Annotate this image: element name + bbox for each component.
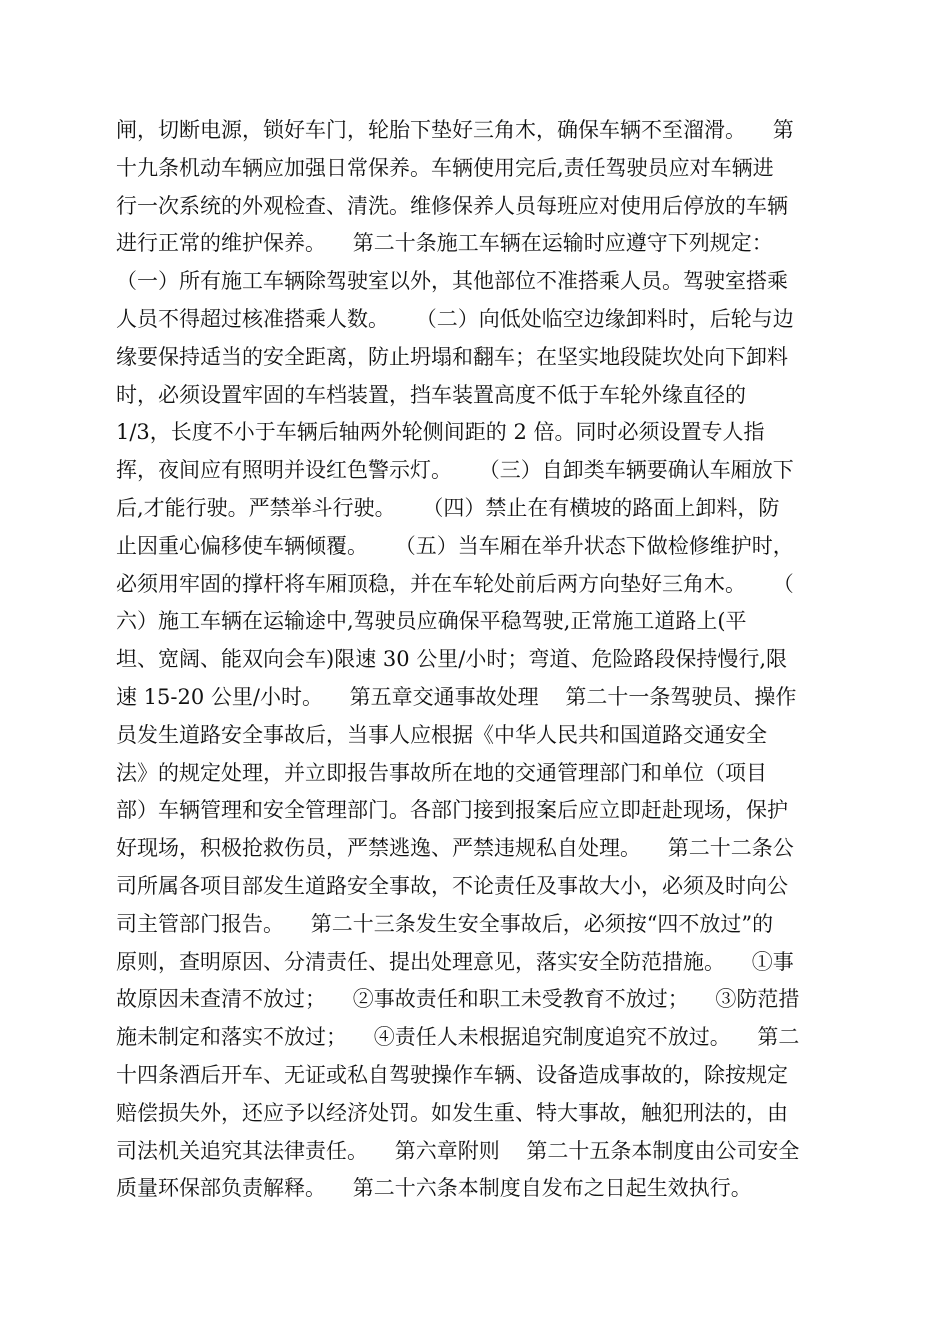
text-line: （一）所有施工车辆除驾驶室以外，其他部位不准搭乘人员。驾驶室搭乘 <box>116 269 788 294</box>
text-line: 十四条酒后开车、无证或私自驾驶操作车辆、设备造成事故的，除按规定 <box>116 1062 788 1087</box>
text-line: 行一次系统的外观检查、清洗。维修保养人员每班应对使用后停放的车辆 <box>116 193 788 218</box>
text-line: 施未制定和落实不放过； ④责任人未根据追究制度追究不放过。 第二 <box>116 1025 800 1050</box>
text-line: 好现场，积极抢救伤员，严禁逃逸、严禁违规私自处理。 第二十二条公 <box>116 836 794 861</box>
text-line: 司法机关追究其法律责任。 第六章附则 第二十五条本制度由公司安全 <box>116 1138 800 1163</box>
text-line: 部）车辆管理和安全管理部门。各部门接到报案后应立即赶赴现场，保护 <box>116 798 788 823</box>
text-line: 闸，切断电源，锁好车门，轮胎下垫好三角木，确保车辆不至溜滑。 第 <box>116 118 794 142</box>
text-line: 必须用牢固的撑杆将车厢顶稳，并在车轮处前后两方向垫好三角木。 （ <box>116 571 794 596</box>
text-line: 后,才能行驶。严禁举斗行驶。 （四）禁止在有横坡的路面上卸料，防 <box>116 495 780 520</box>
text-line: 司所属各项目部发生道路安全事故，不论责任及事故大小，必须及时向公 <box>116 873 788 898</box>
text-line: 时，必须设置牢固的车档装置，挡车装置高度不低于车轮外缘直径的 <box>116 382 746 407</box>
text-line: 速 15-20 公里/小时。 第五章交通事故处理 第二十一条驾驶员、操作 <box>116 684 797 709</box>
text-line: 六）施工车辆在运输途中,驾驶员应确保平稳驾驶,正常施工道路上(平 <box>116 609 747 634</box>
text-line: 故原因未查清不放过； ②事故责任和职工未受教育不放过； ③防范措 <box>116 987 800 1012</box>
text-line: 法》的规定处理，并立即报告事故所在地的交通管理部门和单位（项目 <box>116 760 767 785</box>
text-line: 进行正常的维护保养。 第二十条施工车辆在运输时应遵守下列规定： <box>116 231 773 256</box>
text-line: 赔偿损失外，还应予以经济处罚。如发生重、特大事故，触犯刑法的，由 <box>116 1100 788 1125</box>
text-line: 质量环保部负责解释。 第二十六条本制度自发布之日起生效执行。 <box>116 1176 752 1201</box>
text-line: 1/3，长度不小于车辆后轴两外轮侧间距的 2 倍。同时必须设置专人指 <box>116 420 765 445</box>
text-line: 司主管部门报告。 第二十三条发生安全事故后，必须按“四不放过”的 <box>116 911 774 936</box>
text-line: 缘要保持适当的安全距离，防止坍塌和翻车；在坚实地段陡坎处向下卸料 <box>116 344 788 369</box>
text-line: 挥，夜间应有照明并设红色警示灯。 （三）自卸类车辆要确认车厢放下 <box>116 458 794 483</box>
text-line: 坦、宽阔、能双向会车)限速 30 公里/小时；弯道、危险路段保持慢行,限 <box>116 647 788 672</box>
document-body <box>116 112 836 1208</box>
text-line: 人员不得超过核准搭乘人数。 （二）向低处临空边缘卸料时，后轮与边 <box>116 306 794 331</box>
text-line: 止因重心偏移使车辆倾覆。 （五）当车厢在举升状态下做检修维护时， <box>116 533 794 558</box>
text-line: 员发生道路安全事故后，当事人应根据《中华人民共和国道路交通安全 <box>116 722 767 747</box>
text-line: 原则，查明原因、分清责任、提出处理意见，落实安全防范措施。 ①事 <box>116 949 794 974</box>
text-line: 十九条机动车辆应加强日常保养。车辆使用完后,责任驾驶员应对车辆进 <box>116 155 774 180</box>
